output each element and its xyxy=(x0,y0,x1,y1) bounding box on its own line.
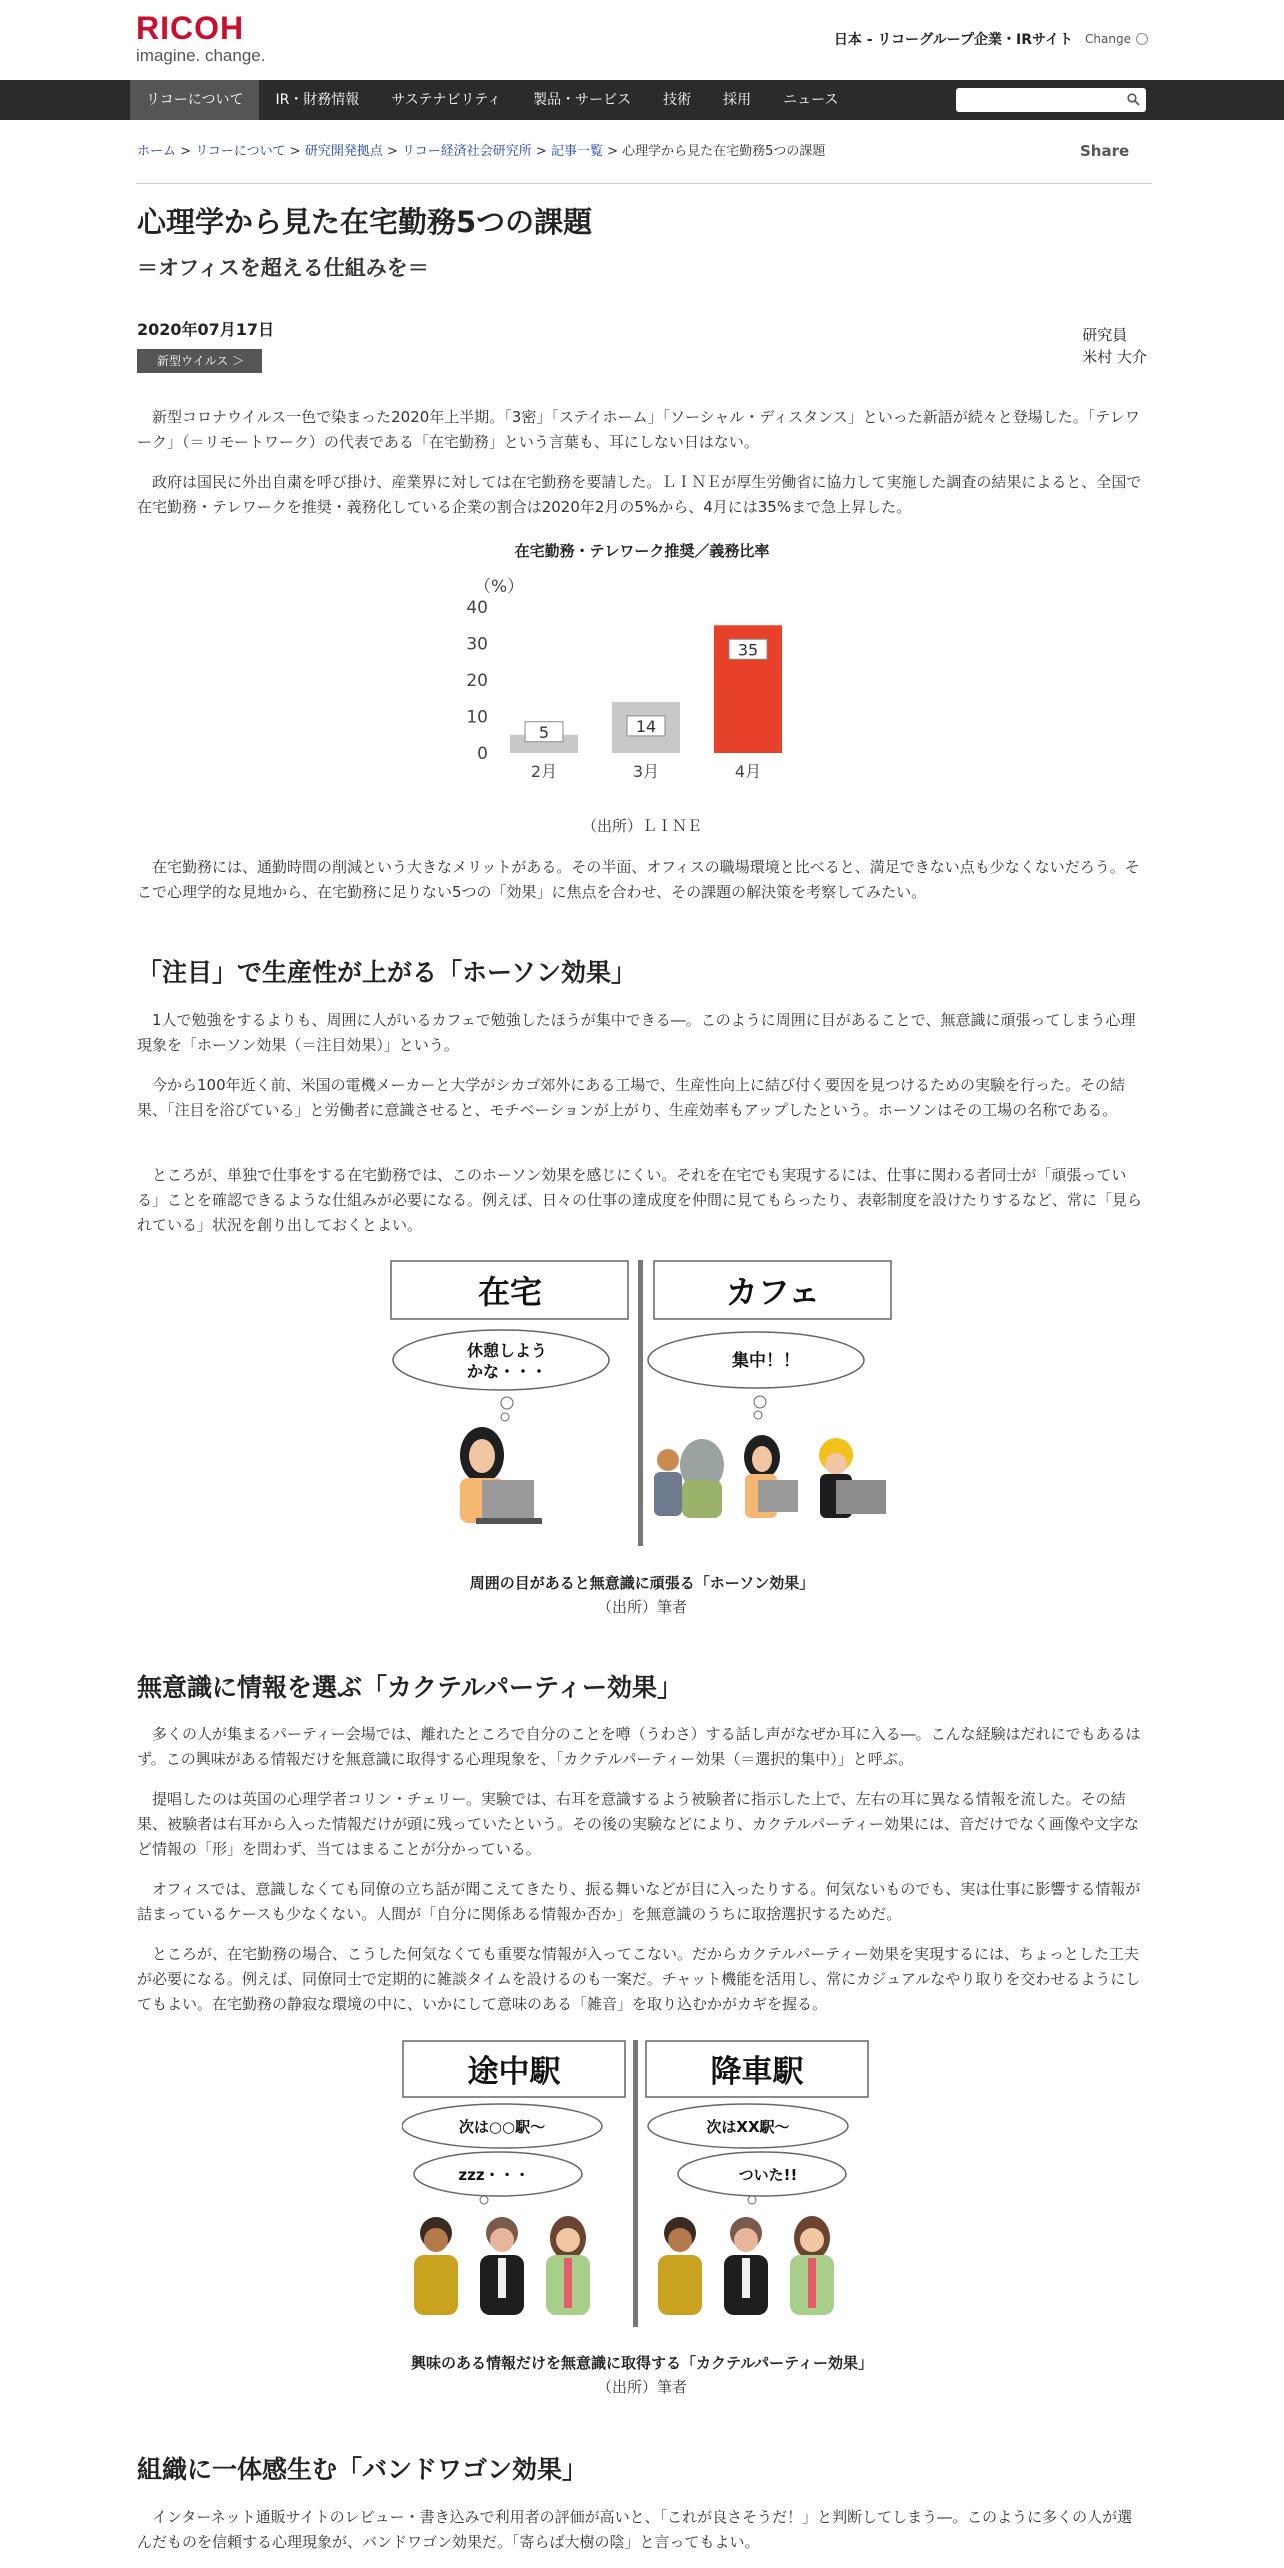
search-icon[interactable] xyxy=(1127,93,1140,106)
breadcrumb-articles[interactable]: 記事一覧 xyxy=(550,144,603,159)
site-header xyxy=(0,0,1284,80)
paragraph-1: 新型コロナウイルス一色で染まった2020年上半期。「3密」「ステイホーム」「ソーシャル・ディスタンス」といった新語が続々と登場した。「テレワーク」（＝リモートワーク）の代表である「在宅勤務」という言葉も、耳にしない日はない。 xyxy=(137,408,1140,451)
topic-tag-button[interactable]: 新型ウイルス ＞ xyxy=(137,349,262,373)
paragraph-10: ところが、在宅勤務の場合、こうした何気なくても重要な情報が入ってこない。だからカクテルパーティー効果を実現するには、ちょっとした工夫が必要になる。例えば、同僚同士で定期的に雑談タイムを設けるのも一案だ。チャット機能を活用し、常にカジュアルなやり取りを交わせるようにしてもよい。在宅勤務の静寂な環境の中に、いかにして意味のある「雑音」を取り込むかがカギを握る。 xyxy=(137,1945,1141,2013)
section-heading-bandwagon: 組織に一体感生む「バンドワゴン効果」 xyxy=(137,2455,588,2484)
telework-bar-chart xyxy=(440,570,820,795)
globe-icon xyxy=(1136,33,1148,45)
illus1-right-title: カフェ xyxy=(725,1273,821,1311)
divider xyxy=(136,183,1152,184)
illus1-right-bubble: 集中！！ xyxy=(732,1351,800,1371)
logo-tagline: imagine. change. xyxy=(136,46,266,65)
illus1-left-bubble-line1: 休憩しよう xyxy=(466,1341,548,1360)
breadcrumb-institute[interactable]: リコー経済社会研究所 xyxy=(402,144,532,159)
ricoh-logo[interactable] xyxy=(136,12,265,66)
illustration-2-caption: 興味のある情報だけを無意識に取得する「カクテルパーティー効果」 xyxy=(410,2354,873,2372)
nav-item-news[interactable]: ニュース xyxy=(783,92,839,108)
chart-source: （出所）ＬＩＮＥ xyxy=(581,817,702,835)
data-label: 35 xyxy=(737,640,759,660)
illustration-1-source: （出所）筆者 xyxy=(596,1598,687,1616)
paragraph-3: 在宅勤務には、通勤時間の削減という大きなメリットがある。その半面、オフィスの職場環境と比べると、満足できない点も少なくないだろう。そこで心理学的な見地から、在宅勤務に足りない5つの「効果」に焦点を合わせ、その課題の解決策を考察してみたい。 xyxy=(137,858,1140,901)
author-role: 研究員 xyxy=(1082,326,1128,344)
cocktail-party-illustration xyxy=(402,2040,870,2327)
search-box xyxy=(956,88,1146,112)
paragraph-7: 多くの人が集まるパーティー会場では、離れたところで自分のことを噂（うわさ）する話し声がなぜか耳に入る―。こんな経験はだれにでもあるはず。この興味がある情報だけを無意識に取得する心理現象を、「カクテルパーティー効果（＝選択的集中）」と呼ぶ。 xyxy=(137,1725,1141,1768)
breadcrumb-rnd[interactable]: 研究開発拠点 xyxy=(304,144,383,159)
nav-item-products[interactable]: 製品・サービス xyxy=(533,92,632,108)
illus2-right-bubble-2: ついた!! xyxy=(738,2166,798,2184)
illus2-left-bubble-1: 次は○○駅～ xyxy=(458,2118,546,2136)
paragraph-2: 政府は国民に外出自粛を呼び掛け、産業界に対しては在宅勤務を要請した。ＬＩＮＥが厚生労働省に協力して実施した調査の結果によると、全国で在宅勤務・テレワークを推奨・義務化している企業の割合は2020年2月の5%から、4月には35%まで急上昇した。 xyxy=(137,473,1142,516)
illustration-1-caption: 周囲の目があると無意識に頑張る「ホーソン効果」 xyxy=(469,1574,815,1592)
logo-brand: RICOH xyxy=(136,10,245,46)
section-heading-hawthorne: 「注目」で生産性が上がる「ホーソン効果」 xyxy=(137,958,637,987)
nav-item-sustainability[interactable]: サステナビリティ xyxy=(391,92,502,108)
y-axis-label: （%） xyxy=(474,577,525,597)
illus1-left-title: 在宅 xyxy=(477,1273,543,1311)
illus2-left-title: 途中駅 xyxy=(467,2054,561,2090)
author-block xyxy=(1082,324,1147,368)
breadcrumb-about[interactable]: リコーについて xyxy=(195,144,286,159)
y-tick-label: 10 xyxy=(466,707,488,728)
nav-item-ir[interactable]: IR・財務情報 xyxy=(275,92,360,108)
nav-item-about[interactable]: リコーについて xyxy=(130,80,259,120)
search-input[interactable] xyxy=(956,88,1116,112)
change-label: Change xyxy=(1085,32,1131,46)
breadcrumb: ホーム > リコーについて > 研究開発拠点 > リコー経済社会研究所 > 記事一覧 > 心理学から見た在宅勤務5つの課題 xyxy=(137,144,826,159)
chart-title: 在宅勤務・テレワーク推奨／義務比率 xyxy=(514,542,770,560)
share-button[interactable]: Share xyxy=(1080,142,1130,160)
x-tick-label: 4月 xyxy=(734,762,762,781)
illus2-left-bubble-2: zzz・・・ xyxy=(458,2166,530,2184)
paragraph-9: オフィスでは、意識しなくても同僚の立ち話が聞こえてきたり、振る舞いなどが目に入ったりする。何気ないものでも、実は仕事に影響する情報が詰まっているケースも少なくない。人間が「自分に関係ある情報か否か」を無意識のうちに取捨選択するためだ。 xyxy=(137,1880,1141,1923)
data-label: 5 xyxy=(538,722,550,742)
paragraph-5: 今から100年近く前、米国の電機メーカーと大学がシカゴ郊外にある工場で、生産性向上に結び付く要因を見つけるための実験を行った。その結果、「注目を浴びている」と労働者に意識させると、モチベーションが上がり、生産効率もアップしたという。ホーソンはその工場の名称である。 xyxy=(137,1076,1126,1119)
breadcrumb-home[interactable]: ホーム xyxy=(137,144,177,159)
site-label: 日本 - リコーグループ企業・IRサイト xyxy=(833,32,1074,48)
change-region-link[interactable] xyxy=(1085,32,1148,46)
illustration-2-source: （出所）筆者 xyxy=(596,2378,687,2396)
paragraph-11: インターネット通販サイトのレビュー・書き込みで利用者の評価が高いと、「これが良さそうだ！」と判断してしまう―。このように多くの人が選んだものを信頼する心理現象が、バンドワゴン効果だ。「寄らば大樹の陰」と言ってもよい。 xyxy=(137,2508,1133,2551)
nav-item-technology[interactable]: 技術 xyxy=(663,92,692,108)
article-subtitle: ＝オフィスを超える仕組みを＝ xyxy=(137,256,429,280)
x-tick-label: 3月 xyxy=(632,762,660,781)
illus2-right-title: 降車駅 xyxy=(710,2054,804,2090)
x-tick-label: 2月 xyxy=(530,762,558,781)
article-title: 心理学から見た在宅勤務5つの課題 xyxy=(137,205,593,239)
article-date: 2020年07月17日 xyxy=(137,320,275,339)
paragraph-4: 1人で勉強をするよりも、周囲に人がいるカフェで勉強したほうが集中できる―。このように周囲に目があることで、無意識に頑張ってしまう心理現象を「ホーソン効果（＝注目効果）」という。 xyxy=(137,1011,1136,1054)
y-tick-label: 30 xyxy=(466,634,488,655)
y-tick-label: 20 xyxy=(466,671,488,691)
illus1-left-bubble-line2: かな・・・ xyxy=(466,1362,548,1381)
breadcrumb-current: 心理学から見た在宅勤務5つの課題 xyxy=(622,144,826,159)
author-name: 米村 大介 xyxy=(1082,348,1147,366)
paragraph-8: 提唱したのは英国の心理学者コリン・チェリー。実験では、右耳を意識するよう被験者に指示した上で、左右の耳に異なる情報を流した。その結果、被験者は右耳から入った情報だけが頭に残っていたという。その後の実験などにより、カクテルパーティー効果には、音だけでなく画像や文字など情報の「形」を問わず、当てはまることが分かっている。 xyxy=(137,1790,1140,1858)
paragraph-6: ところが、単独で仕事をする在宅勤務では、このホーソン効果を感じにくい。それを在宅でも実現するには、仕事に関わる者同士が「頑張っている」ことを確認できるような仕組みが必要になる。例えば、日々の仕事の達成度を仲間に見てもらったり、表彰制度を設けたりするなど、常に「見られている」状況を創り出しておくとよい。 xyxy=(137,1166,1143,1234)
y-tick-label: 40 xyxy=(466,598,488,618)
nav-item-careers[interactable]: 採用 xyxy=(723,92,752,108)
illus2-right-bubble-1: 次はXX駅～ xyxy=(706,2118,790,2136)
hawthorne-illustration xyxy=(390,1260,894,1546)
y-tick-label: 0 xyxy=(477,744,488,764)
data-label: 14 xyxy=(635,716,657,736)
section-heading-cocktail: 無意識に情報を選ぶ「カクテルパーティー効果」 xyxy=(137,1673,683,1702)
